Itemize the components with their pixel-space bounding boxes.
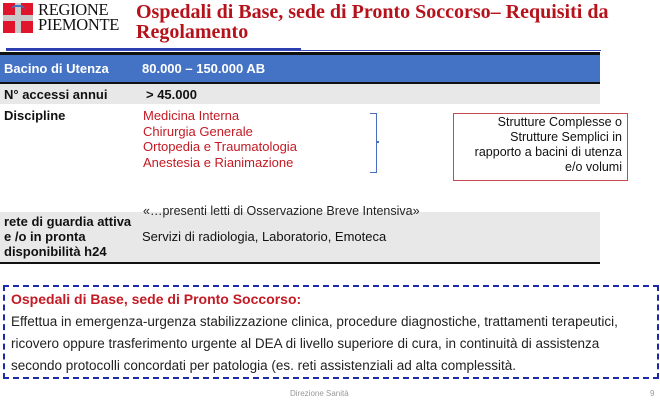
note-line: rapporto a bacini di utenza [474,145,622,159]
title-rule-blue-thin [6,50,601,51]
brace-tick [376,141,379,143]
table-row-bacino [0,55,600,84]
row-label: Discipline [4,108,66,123]
footer-text: Direzione Sanità [290,389,349,398]
definition-line: secondo protocolli concordati per patologia (es. reti assistenziali ad alta complessità. [11,358,517,373]
definition-line: Effettua in emergenza-urgenza stabilizzazione clinica, procedure diagnostiche, trattamenti terapeutici, [11,314,618,329]
note-line: Strutture Complesse o [497,115,622,129]
logo-text [38,2,119,32]
observation-note: «…presenti letti di Osservazione Breve Intensiva» [143,204,420,218]
table-row-rete-guardia [0,212,600,264]
table-row-discipline [0,104,622,212]
row-value: 80.000 – 150.000 AB [142,61,266,76]
note-line: Strutture Semplici in [510,130,622,144]
note-line: e/o volumi [565,160,622,174]
row-label-line: rete di guardia attiva [4,214,132,229]
row-label [4,214,131,259]
row-value: Servizi di radiologia, Laboratorio, Emoteca [142,229,387,244]
row-label: Bacino di Utenza [4,61,109,76]
discipline-list [143,108,297,170]
discipline-item: Medicina Interna [143,108,240,123]
slide-title: Ospedali di Base, sede di Pronto Soccorso– Requisiti da Regolamento [136,1,609,43]
definition-line: ricovero oppure trasferimento urgente al DEA di livello superiore di cura, in continuità di assistenza [11,336,600,351]
discipline-item: Chirurgia Generale [143,123,253,139]
logo-line-piemonte: PIEMONTE [38,15,120,34]
regione-piemonte-logo [3,3,33,33]
row-label-line: e /o in pronta [4,229,86,244]
table-row-accessi [0,84,600,104]
discipline-item: Ortopedia e Traumatologia [143,139,297,154]
requirements-table [0,55,622,264]
strutture-note-box [453,113,628,181]
page-number: 9 [650,389,655,398]
definition-title: Ospedali di Base, sede di Pronto Soccorso: [11,291,302,307]
definition-box [3,285,659,379]
right-brace-icon [370,113,377,173]
row-value: > 45.000 [146,87,197,102]
discipline-item: Anestesia e Rianimazione [143,154,294,170]
row-label-line: disponibilità h24 [4,244,107,259]
row-label: N° accessi annui [4,87,108,102]
logo-line-regione: REGIONE [38,0,109,19]
